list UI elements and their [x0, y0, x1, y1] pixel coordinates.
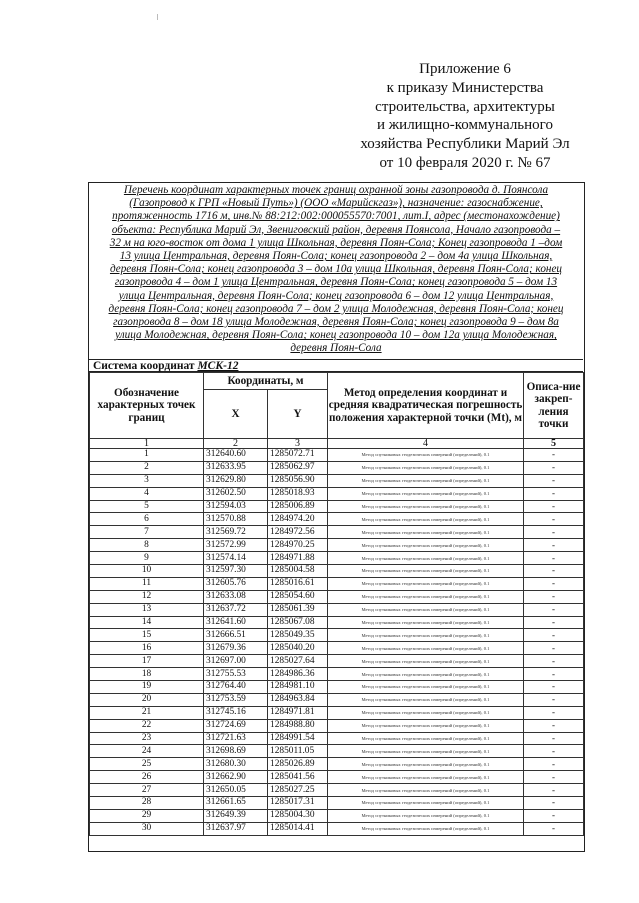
heading-line: деревня Поян-Сола [290, 342, 382, 355]
point-number: 13 [90, 603, 204, 616]
y-coordinate: 1284971.81 [268, 706, 328, 719]
method-cell: Метод спутниковых геодезических измерений (определений), 0.1 [328, 706, 524, 719]
heading-line: 32 м на юго-восток от дома 1 улица Школьная, деревня Поян-Сола; Конец газопровода 1 –дом [109, 236, 563, 249]
description-cell: - [524, 590, 584, 603]
heading-line: 13 улица Центральная, деревня Поян-Сола; конец газопровода 2 – дом 4а улица Школьная, [119, 250, 553, 263]
y-coordinate: 1284991.54 [268, 732, 328, 745]
y-coordinate: 1285004.30 [268, 809, 328, 822]
description-cell: - [524, 461, 584, 474]
table-row [90, 655, 584, 668]
coordinate-system-value: МСК-12 [197, 360, 239, 372]
y-coordinate: 1285011.05 [268, 745, 328, 758]
table-row [90, 681, 584, 694]
x-coordinate: 312574.14 [204, 552, 268, 565]
y-coordinate: 1284963.84 [268, 693, 328, 706]
y-coordinate: 1285014.41 [268, 822, 328, 835]
method-cell: Метод спутниковых геодезических измерений (определений), 0.1 [328, 539, 524, 552]
coordinate-system-label: Система координат [93, 360, 195, 372]
table-row [90, 603, 584, 616]
description-cell: - [524, 642, 584, 655]
point-number: 25 [90, 758, 204, 771]
x-coordinate: 312755.53 [204, 668, 268, 681]
y-coordinate: 1285061.39 [268, 603, 328, 616]
y-coordinate: 1284988.80 [268, 719, 328, 732]
y-coordinate: 1285040.20 [268, 642, 328, 655]
y-coordinate: 1285062.97 [268, 461, 328, 474]
col-number-5: 5 [524, 439, 584, 449]
annex-line-2: к приказу Министерства [386, 79, 544, 96]
point-number: 22 [90, 719, 204, 732]
table-row [90, 797, 584, 810]
description-cell: - [524, 526, 584, 539]
description-cell: - [524, 745, 584, 758]
col-number-2: 2 [204, 439, 268, 449]
table-row [90, 526, 584, 539]
y-coordinate: 1285056.90 [268, 474, 328, 487]
header-x: X [204, 390, 268, 439]
description-cell: - [524, 577, 584, 590]
y-coordinate: 1285027.64 [268, 655, 328, 668]
x-coordinate: 312605.76 [204, 577, 268, 590]
description-cell: - [524, 539, 584, 552]
y-coordinate: 1285004.58 [268, 565, 328, 578]
y-coordinate: 1285027.25 [268, 784, 328, 797]
description-cell: - [524, 449, 584, 462]
x-coordinate: 312679.36 [204, 642, 268, 655]
point-number: 29 [90, 809, 204, 822]
table-row [90, 668, 584, 681]
y-coordinate: 1285049.35 [268, 629, 328, 642]
y-coordinate: 1284970.25 [268, 539, 328, 552]
table-row [90, 732, 584, 745]
point-number: 9 [90, 552, 204, 565]
heading-line: улица Центральная, деревня Поян-Сола; конец газопровода 6 – дом 12 улица Центральная, [118, 289, 554, 302]
description-cell: - [524, 655, 584, 668]
table-row [90, 539, 584, 552]
x-coordinate: 312602.50 [204, 487, 268, 500]
x-coordinate: 312680.30 [204, 758, 268, 771]
point-number: 21 [90, 706, 204, 719]
x-coordinate: 312649.39 [204, 809, 268, 822]
description-cell: - [524, 706, 584, 719]
y-coordinate: 1284971.88 [268, 552, 328, 565]
table-row [90, 577, 584, 590]
point-number: 20 [90, 693, 204, 706]
annex-line-3: строительства, архитектуры [375, 98, 555, 115]
description-cell: - [524, 603, 584, 616]
y-coordinate: 1285017.31 [268, 797, 328, 810]
x-coordinate: 312594.03 [204, 500, 268, 513]
table-row [90, 449, 584, 462]
table-row [90, 565, 584, 578]
y-coordinate: 1285054.60 [268, 590, 328, 603]
heading-line: улица Молодежная, деревня Поян-Сола; конец газопровода 10 – дом 12а улица Молодежная, [115, 329, 557, 342]
heading-line: протяженность 1716 м, инв.№ 88:212:002:000055570:7001, лит.I, адрес (местонахождение) [112, 210, 560, 223]
description-cell: - [524, 719, 584, 732]
x-coordinate: 312721.63 [204, 732, 268, 745]
point-number: 7 [90, 526, 204, 539]
header-coordinates: Координаты, м [204, 373, 328, 390]
table-row [90, 590, 584, 603]
table-heading [89, 183, 583, 359]
method-cell: Метод спутниковых геодезических измерений (определений), 0.1 [328, 745, 524, 758]
point-number: 23 [90, 732, 204, 745]
point-number: 5 [90, 500, 204, 513]
point-number: 15 [90, 629, 204, 642]
x-coordinate: 312569.72 [204, 526, 268, 539]
table-row [90, 706, 584, 719]
description-cell: - [524, 668, 584, 681]
method-cell: Метод спутниковых геодезических измерений (определений), 0.1 [328, 513, 524, 526]
method-cell: Метод спутниковых геодезических измерений (определений), 0.1 [328, 603, 524, 616]
y-coordinate: 1285067.08 [268, 616, 328, 629]
x-coordinate: 312570.88 [204, 513, 268, 526]
description-cell: - [524, 771, 584, 784]
x-coordinate: 312650.05 [204, 784, 268, 797]
point-number: 16 [90, 642, 204, 655]
method-cell: Метод спутниковых геодезических измерений (определений), 0.1 [328, 693, 524, 706]
annex-line-1: Приложение 6 [419, 61, 511, 77]
coordinates-table [89, 372, 584, 836]
point-number: 26 [90, 771, 204, 784]
table-row [90, 758, 584, 771]
point-number: 14 [90, 616, 204, 629]
table-row [90, 500, 584, 513]
x-coordinate: 312745.16 [204, 706, 268, 719]
method-cell: Метод спутниковых геодезических измерений (определений), 0.1 [328, 461, 524, 474]
description-cell: - [524, 693, 584, 706]
method-cell: Метод спутниковых геодезических измерений (определений), 0.1 [328, 500, 524, 513]
point-number: 4 [90, 487, 204, 500]
annex-line-5: хозяйства Республики Марий Эл [360, 136, 570, 153]
col-number-4: 4 [328, 439, 524, 449]
scan-mark [157, 14, 158, 20]
method-cell: Метод спутниковых геодезических измерений (определений), 0.1 [328, 629, 524, 642]
heading-line: (Газопровод к ГРП «Новый Путь») (ООО «Марийскгаз»), назначение: газоснабжение, [129, 197, 543, 210]
x-coordinate: 312633.08 [204, 590, 268, 603]
x-coordinate: 312633.95 [204, 461, 268, 474]
point-number: 3 [90, 474, 204, 487]
header-y: Y [268, 390, 328, 439]
point-number: 18 [90, 668, 204, 681]
point-number: 8 [90, 539, 204, 552]
method-cell: Метод спутниковых геодезических измерений (определений), 0.1 [328, 449, 524, 462]
method-cell: Метод спутниковых геодезических измерений (определений), 0.1 [328, 642, 524, 655]
header-designation: Обозначение характерных точек границ [90, 373, 204, 439]
method-cell: Метод спутниковых геодезических измерений (определений), 0.1 [328, 616, 524, 629]
description-cell: - [524, 487, 584, 500]
point-number: 1 [90, 449, 204, 462]
x-coordinate: 312764.40 [204, 681, 268, 694]
method-cell: Метод спутниковых геодезических измерений (определений), 0.1 [328, 719, 524, 732]
method-cell: Метод спутниковых геодезических измерений (определений), 0.1 [328, 668, 524, 681]
table-row [90, 784, 584, 797]
heading-line: газопровода 4 – дом 1 улица Центральная, деревня Поян-Сола; конец газопровода 5 – дом 13 [114, 276, 558, 289]
method-cell: Метод спутниковых геодезических измерений (определений), 0.1 [328, 655, 524, 668]
point-number: 10 [90, 565, 204, 578]
annex-block [330, 60, 600, 173]
description-cell: - [524, 732, 584, 745]
table-row [90, 461, 584, 474]
description-cell: - [524, 758, 584, 771]
y-coordinate: 1285018.93 [268, 487, 328, 500]
table-row [90, 552, 584, 565]
description-cell: - [524, 513, 584, 526]
method-cell: Метод спутниковых геодезических измерений (определений), 0.1 [328, 577, 524, 590]
description-cell: - [524, 500, 584, 513]
x-coordinate: 312662.90 [204, 771, 268, 784]
table-row [90, 487, 584, 500]
x-coordinate: 312572.99 [204, 539, 268, 552]
description-cell: - [524, 822, 584, 835]
description-cell: - [524, 797, 584, 810]
table-row [90, 474, 584, 487]
col-number-3: 3 [268, 439, 328, 449]
description-cell: - [524, 809, 584, 822]
x-coordinate: 312698.69 [204, 745, 268, 758]
heading-line: деревня Поян-Сола; конец газопровода 7 – дом 2 улица Молодежная, деревня Поян-Сола; конец [108, 302, 564, 315]
table-row [90, 629, 584, 642]
table-row [90, 719, 584, 732]
method-cell: Метод спутниковых геодезических измерений (определений), 0.1 [328, 474, 524, 487]
method-cell: Метод спутниковых геодезических измерений (определений), 0.1 [328, 487, 524, 500]
point-number: 19 [90, 681, 204, 694]
coordinate-system-row [89, 359, 583, 372]
x-coordinate: 312637.97 [204, 822, 268, 835]
description-cell: - [524, 784, 584, 797]
point-number: 17 [90, 655, 204, 668]
x-coordinate: 312666.51 [204, 629, 268, 642]
heading-line: газопровода 8 – дом 18 улица Молодежная, деревня Поян-Сола; конец газопровода 9 – дом 8а [113, 316, 559, 329]
heading-line: Перечень координат характерных точек границ охранной зоны газопровода д. Поянсола [123, 184, 549, 196]
col-number-1: 1 [90, 439, 204, 449]
y-coordinate: 1284974.20 [268, 513, 328, 526]
y-coordinate: 1284972.56 [268, 526, 328, 539]
y-coordinate: 1285006.89 [268, 500, 328, 513]
heading-line: деревня Поян-Сола; конец газопровода 3 – дом 10а улица Школьная, деревня Поян-Сола; конец [109, 263, 563, 276]
y-coordinate: 1284981.10 [268, 681, 328, 694]
method-cell: Метод спутниковых геодезических измерений (определений), 0.1 [328, 809, 524, 822]
table-row [90, 822, 584, 835]
table-row [90, 809, 584, 822]
method-cell: Метод спутниковых геодезических измерений (определений), 0.1 [328, 565, 524, 578]
annex-line-4: и жилищно-коммунального [377, 117, 553, 134]
heading-line: объекта: Республика Марий Эл, Звениговский район, деревня Поянсола, Начало газопровода – [111, 223, 561, 236]
header-method: Метод определения координат и средняя квадратическая погрешность положения характерной точки (Mt), м [328, 373, 524, 439]
point-number: 12 [90, 590, 204, 603]
x-coordinate: 312640.60 [204, 449, 268, 462]
y-coordinate: 1285072.71 [268, 449, 328, 462]
annex-line-6: от 10 февраля 2020 г. № 67 [379, 154, 551, 171]
table-row [90, 616, 584, 629]
method-cell: Метод спутниковых геодезических измерений (определений), 0.1 [328, 822, 524, 835]
x-coordinate: 312661.65 [204, 797, 268, 810]
method-cell: Метод спутниковых геодезических измерений (определений), 0.1 [328, 758, 524, 771]
x-coordinate: 312597.30 [204, 565, 268, 578]
method-cell: Метод спутниковых геодезических измерений (определений), 0.1 [328, 784, 524, 797]
y-coordinate: 1285026.89 [268, 758, 328, 771]
table-row [90, 771, 584, 784]
point-number: 2 [90, 461, 204, 474]
x-coordinate: 312629.80 [204, 474, 268, 487]
y-coordinate: 1285041.56 [268, 771, 328, 784]
description-cell: - [524, 565, 584, 578]
description-cell: - [524, 616, 584, 629]
table-row [90, 513, 584, 526]
table-row [90, 642, 584, 655]
method-cell: Метод спутниковых геодезических измерений (определений), 0.1 [328, 732, 524, 745]
x-coordinate: 312753.59 [204, 693, 268, 706]
point-number: 27 [90, 784, 204, 797]
method-cell: Метод спутниковых геодезических измерений (определений), 0.1 [328, 590, 524, 603]
header-description: Описа-ние закреп-ления точки [524, 373, 584, 439]
y-coordinate: 1284986.36 [268, 668, 328, 681]
point-number: 11 [90, 577, 204, 590]
method-cell: Метод спутниковых геодезических измерений (определений), 0.1 [328, 797, 524, 810]
table-row [90, 693, 584, 706]
method-cell: Метод спутниковых геодезических измерений (определений), 0.1 [328, 552, 524, 565]
method-cell: Метод спутниковых геодезических измерений (определений), 0.1 [328, 681, 524, 694]
point-number: 24 [90, 745, 204, 758]
x-coordinate: 312697.00 [204, 655, 268, 668]
description-cell: - [524, 681, 584, 694]
y-coordinate: 1285016.61 [268, 577, 328, 590]
x-coordinate: 312641.60 [204, 616, 268, 629]
point-number: 30 [90, 822, 204, 835]
point-number: 28 [90, 797, 204, 810]
document-frame [88, 182, 585, 852]
description-cell: - [524, 629, 584, 642]
method-cell: Метод спутниковых геодезических измерений (определений), 0.1 [328, 771, 524, 784]
x-coordinate: 312637.72 [204, 603, 268, 616]
description-cell: - [524, 474, 584, 487]
table-row [90, 745, 584, 758]
point-number: 6 [90, 513, 204, 526]
description-cell: - [524, 552, 584, 565]
method-cell: Метод спутниковых геодезических измерений (определений), 0.1 [328, 526, 524, 539]
x-coordinate: 312724.69 [204, 719, 268, 732]
